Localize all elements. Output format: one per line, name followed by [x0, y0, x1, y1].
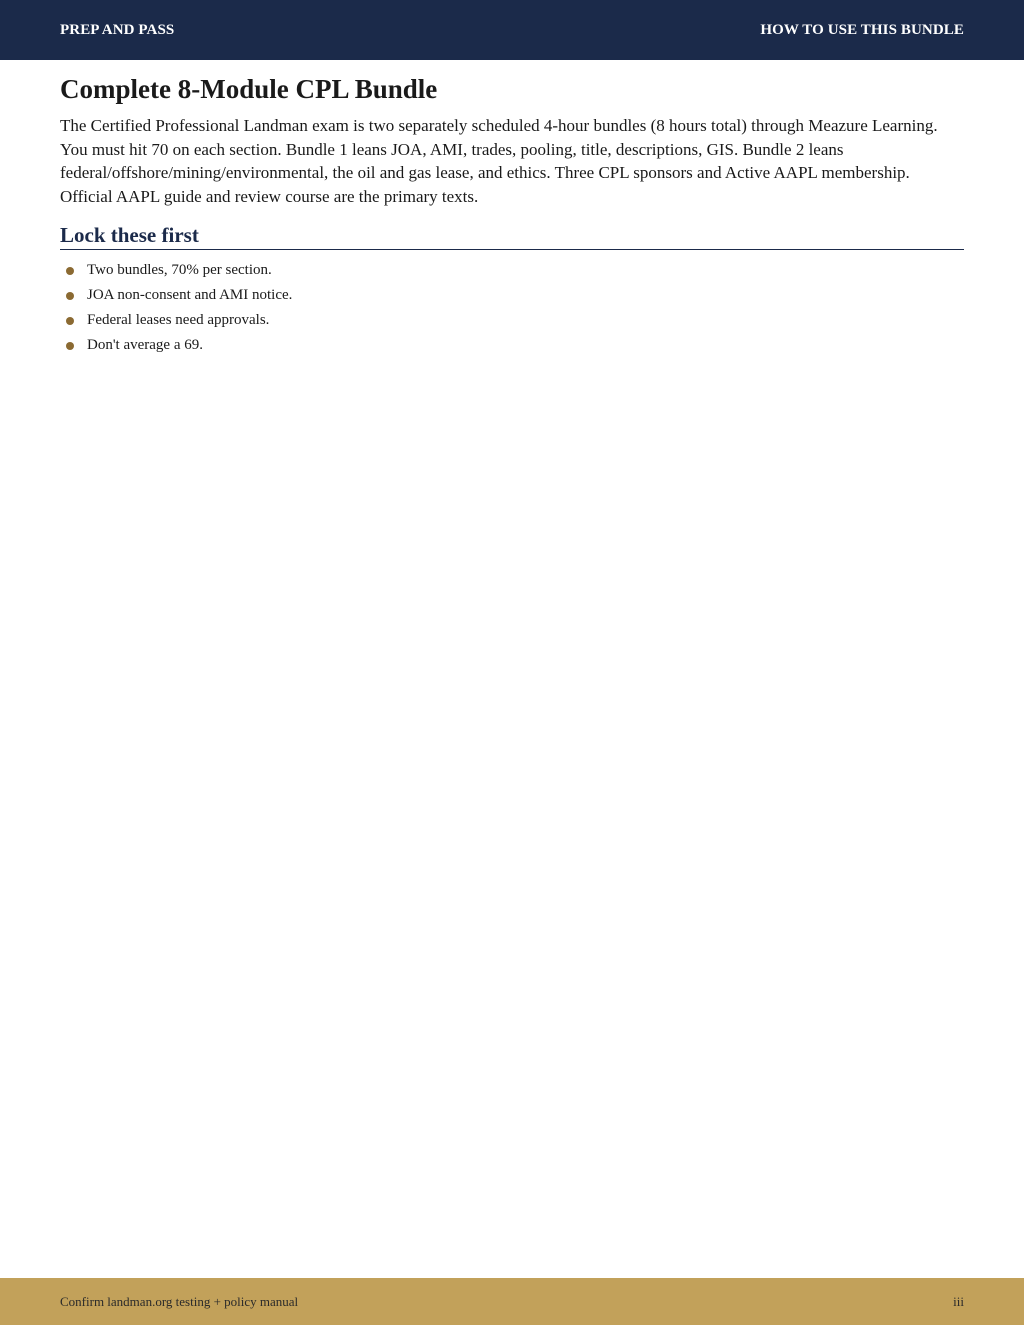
header-left-label: PREP AND PASS	[60, 21, 175, 38]
list-item	[60, 283, 964, 308]
list-item-text: Federal leases need approvals.	[87, 312, 270, 328]
bullet-dot-icon	[66, 292, 74, 300]
section-heading: Lock these first	[60, 222, 964, 250]
bullet-list	[60, 258, 964, 358]
bullet-dot-icon	[66, 267, 74, 275]
list-item	[60, 258, 964, 283]
list-item-text: JOA non-consent and AMI notice.	[87, 287, 293, 303]
list-item	[60, 333, 964, 358]
page-footer	[0, 1278, 1024, 1325]
page-title: Complete 8-Module CPL Bundle	[60, 74, 438, 104]
bullet-dot-icon	[66, 317, 74, 325]
page-content	[60, 70, 964, 358]
header-right-label: HOW TO USE THIS BUNDLE	[760, 21, 964, 38]
list-item	[60, 308, 964, 333]
intro-paragraph: The Certified Professional Landman exam is two separately scheduled 4-hour bundles (8 hours total) through Meazure Learning. You must hit 70 on each section. Bundle 1 leans JOA, AMI, trades, pooling, title, descriptions, GIS. Bundle 2 leans federal/offshore/mining/environmental, the oil and gas lease, and ethics. Three CPL sponsors and Active AAPL membership. Official AAPL guide and review course are the primary texts.	[60, 116, 938, 206]
footer-note: Confirm landman.org testing + policy manual	[60, 1293, 299, 1309]
list-item-text: Don't average a 69.	[87, 337, 203, 353]
page-header	[0, 0, 1024, 60]
list-item-text: Two bundles, 70% per section.	[87, 262, 272, 278]
bullet-dot-icon	[66, 342, 74, 350]
page-number: iii	[953, 1293, 964, 1309]
